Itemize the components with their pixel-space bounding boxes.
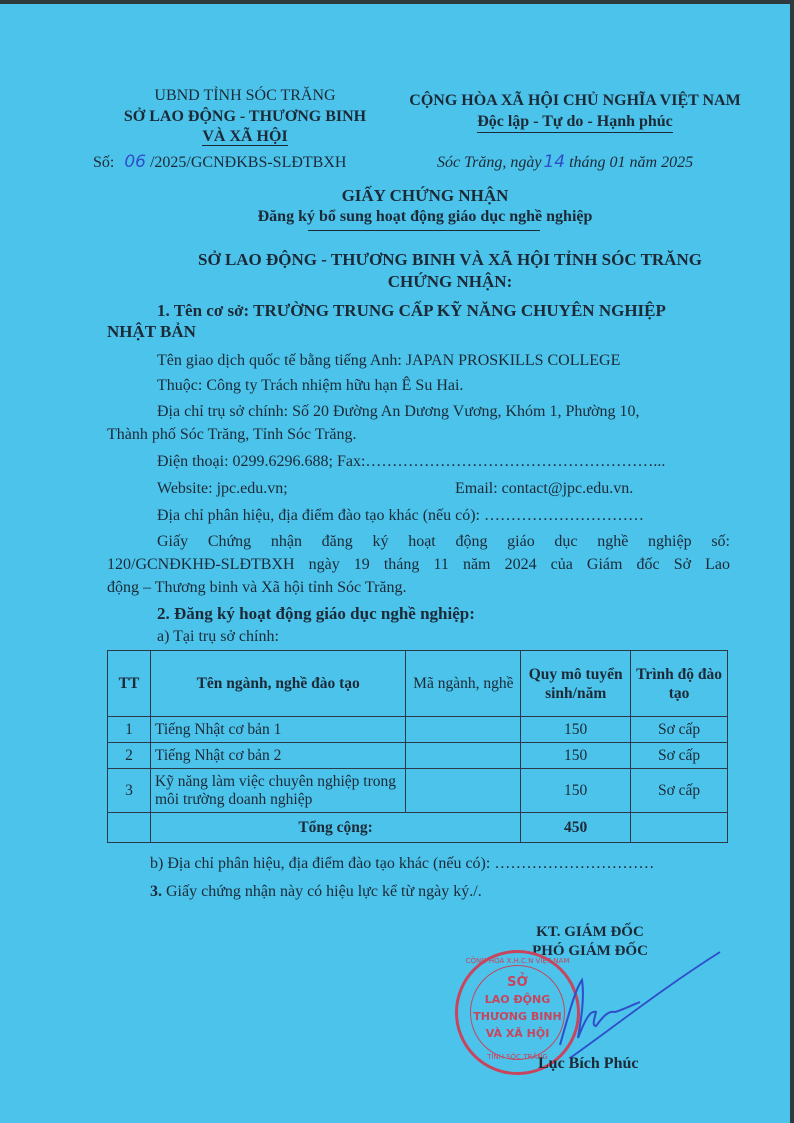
cell-program-code <box>406 717 521 743</box>
institution-name-line2: NHẬT BẢN <box>107 322 196 341</box>
signatory-name: Lục Bích Phúc <box>538 1055 639 1072</box>
header-tt: TT <box>108 651 151 717</box>
stamp-bottom-text: TỈNH SÓC TRĂNG <box>487 1053 548 1061</box>
stamp-ring-text: CỘNG HÒA X.H.C.N VIỆT NAM <box>465 957 570 965</box>
cell-tt: 3 <box>108 769 151 813</box>
stamp-line4: VÀ XÃ HỘI <box>485 1027 550 1040</box>
website: Website: jpc.edu.vn; <box>157 480 288 497</box>
cell-tt: 2 <box>108 743 151 769</box>
training-programs-table <box>107 650 728 843</box>
header-enrollment-scale: Quy mô tuyển sinh/năm <box>521 651 631 717</box>
issue-date-prefix: Sóc Trăng, ngày <box>437 154 542 171</box>
table-row <box>108 717 728 743</box>
stamp-line1: SỞ <box>507 975 528 990</box>
issuer-certifies: CHỨNG NHẬN: <box>387 272 513 291</box>
cell-total-level-empty <box>631 813 728 843</box>
table-row <box>108 743 728 769</box>
scan-right-edge <box>790 0 794 1123</box>
prior-certificate-line2: 120/GCNĐKHĐ-SLĐTBXH ngày 19 tháng 11 năm 2024 của Giám đốc Sở Lao <box>107 556 730 573</box>
issue-date-day-handwritten: 14 <box>543 152 566 172</box>
cell-training-level: Sơ cấp <box>631 769 728 813</box>
document-number-handwritten: 06 <box>124 152 146 172</box>
signature-title1: KT. GIÁM ĐỐC <box>536 924 644 940</box>
cell-program-code <box>406 743 521 769</box>
section2-heading: 2. Đăng ký hoạt động giáo dục nghề nghiệp: <box>157 604 475 623</box>
address-line2: Thành phố Sóc Trăng, Tỉnh Sóc Trăng. <box>107 426 357 443</box>
cell-total-value: 450 <box>521 813 631 843</box>
header-program-name: Tên ngành, nghề đào tạo <box>150 651 405 717</box>
cell-training-level: Sơ cấp <box>631 743 728 769</box>
cell-tt: 1 <box>108 717 151 743</box>
cell-total-empty <box>108 813 151 843</box>
owner-company: Thuộc: Công ty Trách nhiệm hữu hạn Ê Su Hai. <box>157 377 464 394</box>
section3-text: Giấy chứng nhận này có hiệu lực kể từ ngày ký./. <box>166 883 482 900</box>
prior-certificate-line1: Giấy Chứng nhận đăng ký hoạt động giáo dục nghề nghiệp số: <box>157 533 730 550</box>
branch-address: Địa chỉ phân hiệu, địa điểm đào tạo khác (nếu có): ………………………… <box>157 507 644 524</box>
cell-program-name: Kỹ năng làm việc chuyên nghiệp trong môi trường doanh nghiệp <box>150 769 405 813</box>
document-title: GIẤY CHỨNG NHẬN <box>341 186 509 205</box>
section3 <box>150 883 482 901</box>
issue-date <box>437 152 693 172</box>
cell-training-level: Sơ cấp <box>631 717 728 743</box>
scan-top-edge <box>0 0 794 4</box>
subtitle-underline <box>308 230 540 231</box>
stamp-line3: THƯƠNG BINH <box>473 1010 562 1023</box>
cell-program-name: Tiếng Nhật cơ bản 1 <box>150 717 405 743</box>
national-motto <box>385 113 765 131</box>
email: Email: contact@jpc.edu.vn. <box>455 480 634 497</box>
table-header-row <box>108 651 728 717</box>
institution-name-line1: TRƯỜNG TRUNG CẤP KỸ NĂNG CHUYÊN NGHIỆP <box>253 301 666 320</box>
authority-name: UBND TỈNH SÓC TRĂNG <box>154 87 336 104</box>
section3-number: 3. <box>150 883 162 900</box>
handwritten-signature <box>530 940 730 1070</box>
section2-sub-a: a) Tại trụ sở chính: <box>157 628 279 645</box>
department-name-line2-text: VÀ XÃ HỘI <box>202 128 288 145</box>
header-program-code-text: Mã ngành, nghề <box>413 675 514 692</box>
table-row <box>108 769 728 813</box>
cell-program-code <box>406 769 521 813</box>
department-name-line2 <box>95 128 395 146</box>
stamp-line2: LAO ĐỘNG <box>484 993 551 1006</box>
document-number-prefix: Số: <box>93 154 115 171</box>
cell-enrollment-scale: 150 <box>521 717 631 743</box>
section2-sub-b: b) Địa chỉ phân hiệu, địa điểm đào tạo khác (nếu có): ………………………… <box>150 855 655 872</box>
header-training-level: Trình độ đào tạo <box>631 651 728 717</box>
english-name: Tên giao dịch quốc tế bằng tiếng Anh: JAPAN PROSKILLS COLLEGE <box>157 352 621 369</box>
document-number-suffix: /2025/GCNĐKBS-SLĐTBXH <box>149 154 347 171</box>
table-total-row <box>108 813 728 843</box>
section1-heading <box>157 301 666 321</box>
department-name-line1: SỞ LAO ĐỘNG - THƯƠNG BINH <box>123 108 367 125</box>
national-motto-text: Độc lập - Tự do - Hạnh phúc <box>477 113 673 133</box>
issuer-line: SỞ LAO ĐỘNG - THƯƠNG BINH VÀ XÃ HỘI TỈNH SÓC TRĂNG <box>198 250 702 269</box>
phone-fax: Điện thoại: 0299.6296.688; Fax:………………………………………………... <box>157 453 666 470</box>
prior-certificate-line3: động – Thương binh và Xã hội tỉnh Sóc Trăng. <box>107 579 407 596</box>
cell-enrollment-scale: 150 <box>521 743 631 769</box>
cell-program-name: Tiếng Nhật cơ bản 2 <box>150 743 405 769</box>
cell-enrollment-scale: 150 <box>521 769 631 813</box>
header-program-code <box>406 651 521 717</box>
document-number <box>93 152 346 172</box>
address-line1: Địa chỉ trụ sở chính: Số 20 Đường An Dương Vương, Khóm 1, Phường 10, <box>157 403 640 420</box>
section1-label: 1. Tên cơ sở: <box>157 301 250 320</box>
nation-title: CỘNG HÒA XÃ HỘI CHỦ NGHĨA VIỆT NAM <box>409 92 741 109</box>
issue-date-suffix: tháng 01 năm 2025 <box>569 154 694 171</box>
document-subtitle: Đăng ký bổ sung hoạt động giáo dục nghề nghiệp <box>257 208 593 225</box>
cell-total-label: Tổng cộng: <box>150 813 520 843</box>
signature-title2: PHÓ GIÁM ĐỐC <box>532 943 648 959</box>
